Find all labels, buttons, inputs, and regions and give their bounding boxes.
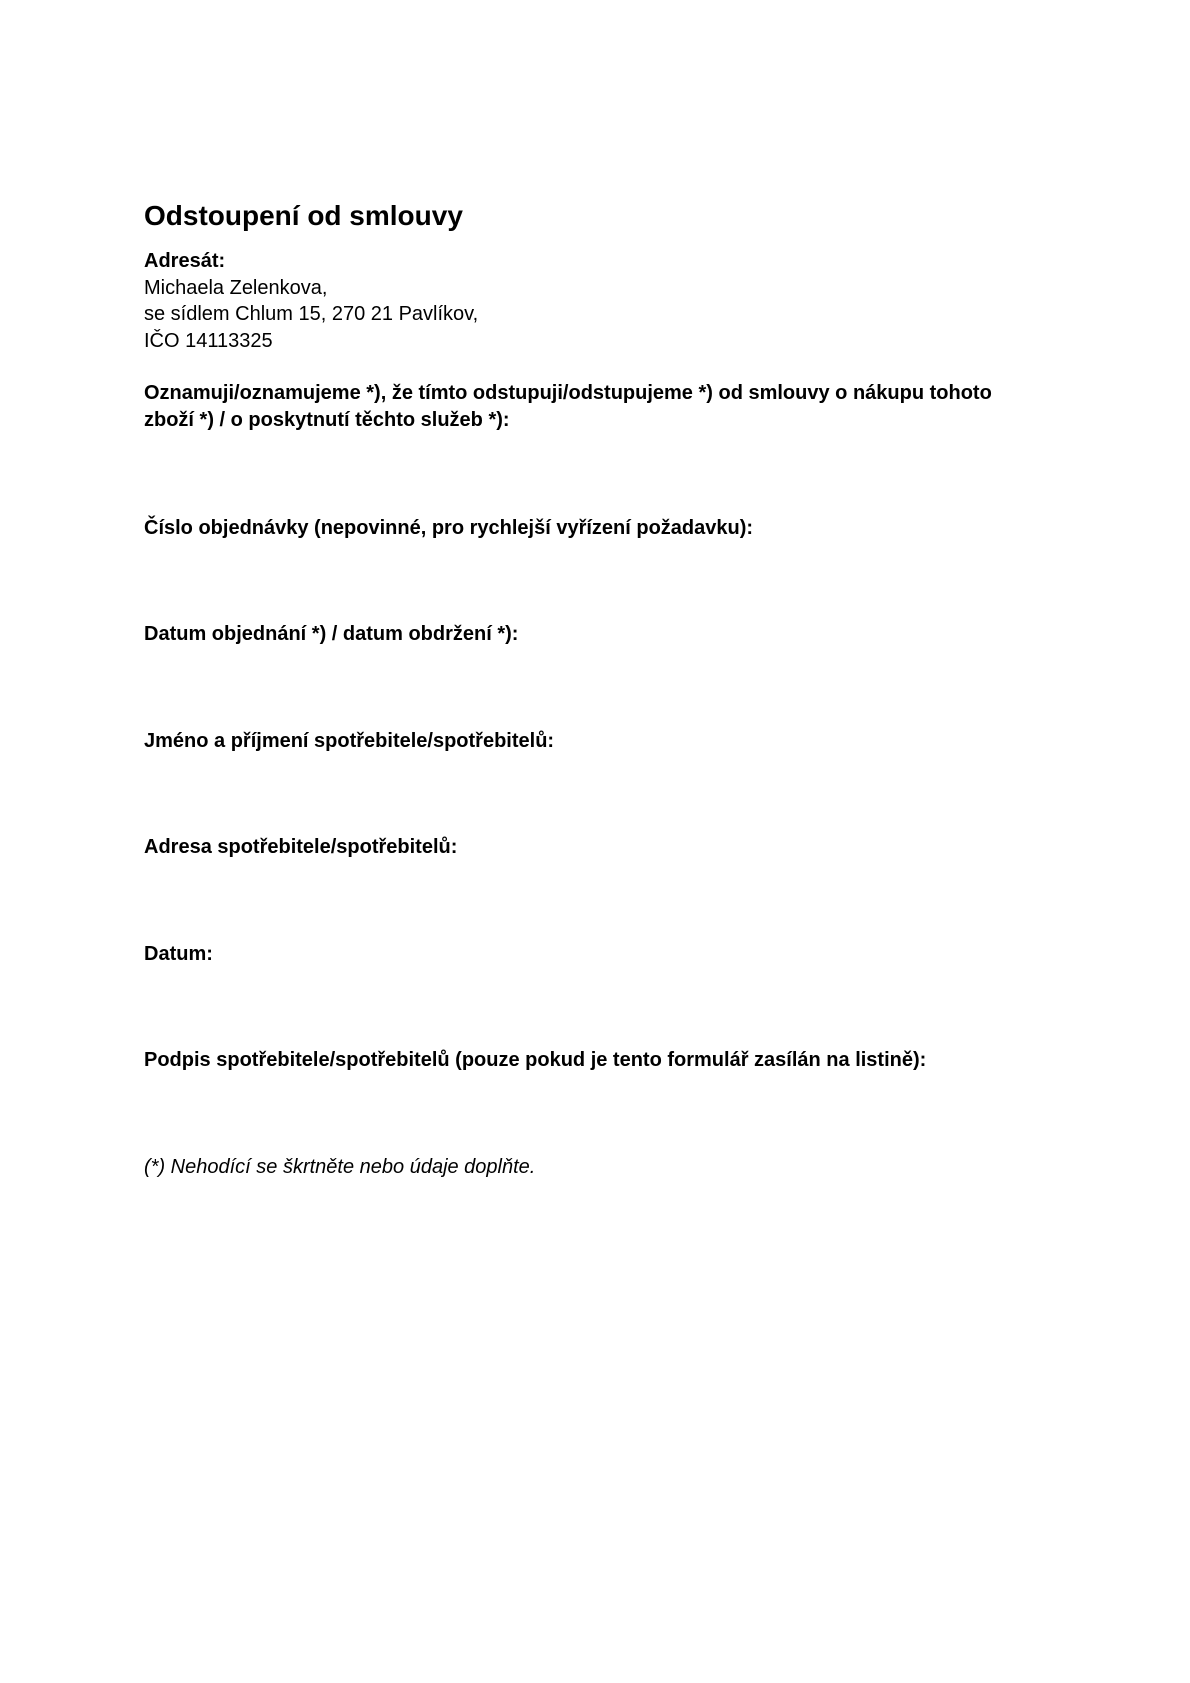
addressee-address: se sídlem Chlum 15, 270 21 Pavlíkov, bbox=[144, 303, 479, 325]
document-title: Odstoupení od smlouvy bbox=[144, 200, 463, 231]
addressee-block bbox=[144, 248, 1044, 354]
order-number-label: Číslo objednávky (nepovinné, pro rychlejší vyřízení požadavku): bbox=[144, 517, 754, 539]
footnote: (*) Nehodící se škrtněte nebo údaje doplňte. bbox=[144, 1156, 536, 1178]
notice-line-2: zboží *) / o poskytnutí těchto služeb *): bbox=[144, 408, 510, 431]
notice-line-1: Oznamuji/oznamujeme *), že tímto odstupuji/odstupujeme *) od smlouvy o nákupu tohoto bbox=[144, 382, 992, 404]
withdrawal-notice bbox=[144, 380, 1024, 433]
consumer-address-label: Adresa spotřebitele/spotřebitelů: bbox=[144, 836, 458, 858]
order-date-label: Datum objednání *) / datum obdržení *): bbox=[144, 623, 519, 645]
consumer-name-label: Jméno a příjmení spotřebitele/spotřebitelů: bbox=[144, 730, 555, 752]
signature-label: Podpis spotřebitele/spotřebitelů (pouze pokud je tento formulář zasílán na listině): bbox=[144, 1049, 927, 1071]
addressee-ico: IČO 14113325 bbox=[144, 329, 273, 352]
addressee-name: Michaela Zelenkova, bbox=[144, 276, 328, 299]
addressee-label: Adresát: bbox=[144, 250, 226, 272]
date-label: Datum: bbox=[144, 943, 213, 965]
